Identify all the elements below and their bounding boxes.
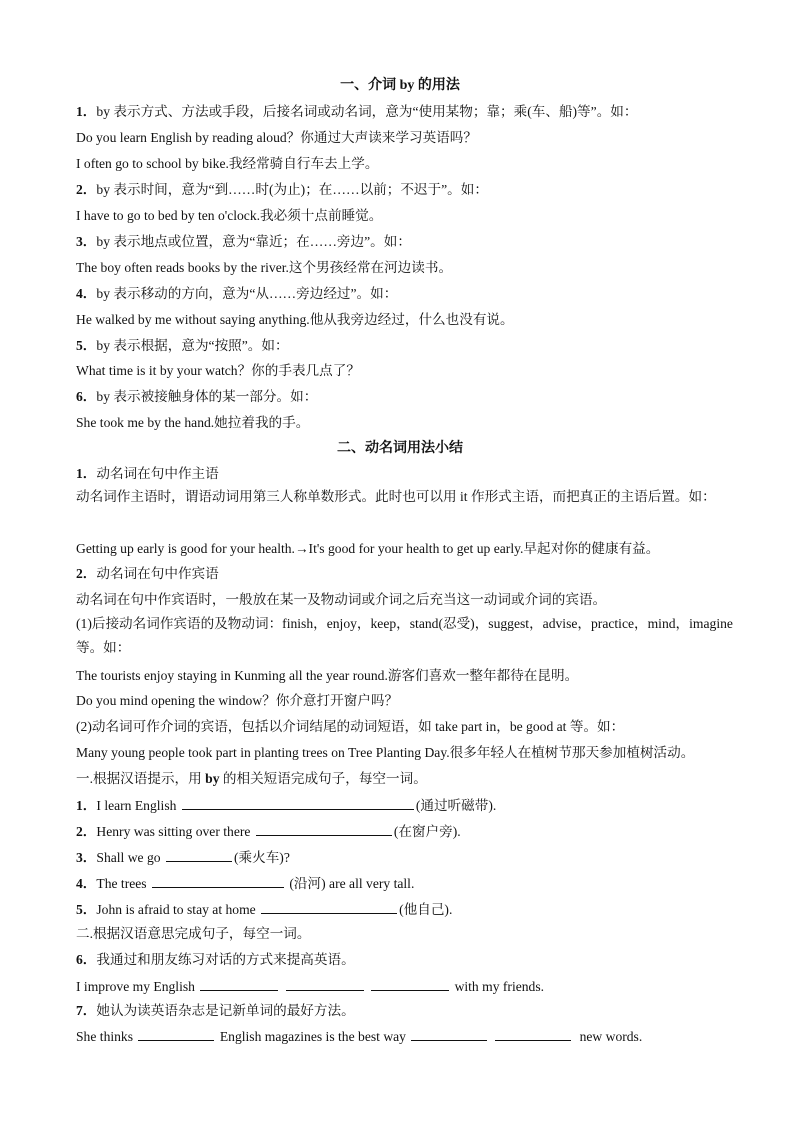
- s1-item-4: 4．by 表示移动的方向，意为“从……旁边经过”。如：: [76, 286, 398, 301]
- answer-blank[interactable]: [256, 822, 392, 836]
- exercise2-question-7-sentence: She thinks English magazines is the best way new words.: [76, 1029, 643, 1044]
- answer-blank[interactable]: [166, 848, 232, 862]
- section1-title: 一、介词 by 的用法: [340, 78, 460, 93]
- exercise1-question-3: 3．Shall we go (乘火车)?: [76, 850, 290, 865]
- s2-point-2-body: 动名词在句中作宾语时，一般放在某一及物动词或介词之后充当这一动词或介词的宾语。: [76, 592, 607, 607]
- section2-title: 二、动名词用法小结: [337, 441, 463, 456]
- answer-blank[interactable]: [261, 900, 397, 914]
- s1-item-6: 6．by 表示被接触身体的某一部分。如：: [76, 389, 318, 404]
- s2-point-2-head: 2．动名词在句中作宾语: [76, 566, 219, 581]
- answer-blank[interactable]: [371, 977, 449, 991]
- s2-point-2-sub1: (1)后接动名词作宾语的及物动词：finish，enjoy，keep，stand(忍受)，suggest，advise，practice，mind，imagine 等。如：: [76, 616, 733, 655]
- exercise2-question-6-sentence: I improve my English with my friends.: [76, 979, 545, 994]
- exercise1-question-2: 2．Henry was sitting over there (在窗户旁).: [76, 824, 461, 839]
- s1-example-1a: Do you learn English by reading aloud？你通过大声读来学习英语吗？: [76, 130, 477, 145]
- answer-blank[interactable]: [200, 977, 278, 991]
- s2-point-2-example-1: The tourists enjoy staying in Kunming all the year round.游客们喜欢一整年都待在昆明。: [76, 668, 579, 683]
- s1-example-3: The boy often reads books by the river.这个男孩经常在河边读书。: [76, 260, 453, 275]
- s1-item-3: 3．by 表示地点或位置，意为“靠近；在……旁边”。如：: [76, 234, 411, 249]
- answer-blank[interactable]: [138, 1027, 214, 1041]
- exercise1-question-1: 1．I learn English (通过听磁带).: [76, 798, 497, 813]
- answer-blank[interactable]: [495, 1027, 571, 1041]
- s1-example-1b: I often go to school by bike.我经常骑自行车去上学。: [76, 156, 379, 171]
- s1-item-2: 2．by 表示时间，意为“到……时(为止)；在……以前；不迟于”。如：: [76, 182, 488, 197]
- s2-point-2-example-3: Many young people took part in planting trees on Tree Planting Day.很多年轻人在植树节那天参加植树活动。: [76, 745, 695, 760]
- s2-point-1-head: 1．动名词在句中作主语: [76, 466, 219, 481]
- exercise1-heading: 一.根据汉语提示，用 by 的相关短语完成句子，每空一词。: [76, 771, 427, 786]
- answer-blank[interactable]: [182, 796, 414, 810]
- s1-example-5: What time is it by your watch？你的手表几点了？: [76, 363, 360, 378]
- s2-point-1-body: 动名词作主语时，谓语动词用第三人称单数形式。此时也可以用 it 作形式主语，而把真正的主语后置。如：: [76, 489, 716, 504]
- exercise1-question-4: 4．The trees (沿河) are all very tall.: [76, 876, 415, 891]
- s1-example-4: He walked by me without saying anything.他从我旁边经过，什么也没有说。: [76, 312, 514, 327]
- s1-item-1: 1．by 表示方式、方法或手段，后接名词或动名词，意为“使用某物；靠；乘(车、船)等”。如：: [76, 104, 638, 119]
- s2-point-2-example-2: Do you mind opening the window？你介意打开窗户吗？: [76, 693, 399, 708]
- answer-blank[interactable]: [286, 977, 364, 991]
- exercise2-question-6-prompt: 6．我通过和朋友练习对话的方式来提高英语。: [76, 952, 355, 967]
- answer-blank[interactable]: [411, 1027, 487, 1041]
- s2-point-2-sub2: (2)动名词可作介词的宾语，包括以介词结尾的动词短语，如 take part in，be good at 等。如：: [76, 719, 625, 734]
- s1-item-5: 5．by 表示根据，意为“按照”。如：: [76, 338, 289, 353]
- exercise1-question-5: 5．John is afraid to stay at home (他自己).: [76, 902, 453, 917]
- s2-point-1-example: Getting up early is good for your health.→It's good for your health to get up early.早起对你的健康有益。: [76, 541, 660, 556]
- answer-blank[interactable]: [152, 874, 284, 888]
- exercise2-question-7-prompt: 7．她认为读英语杂志是记新单词的最好方法。: [76, 1003, 355, 1018]
- s1-example-6: She took me by the hand.她拉着我的手。: [76, 415, 310, 430]
- s1-example-2: I have to go to bed by ten o'clock.我必须十点前睡觉。: [76, 208, 383, 223]
- exercise2-heading: 二.根据汉语意思完成句子，每空一词。: [76, 926, 311, 941]
